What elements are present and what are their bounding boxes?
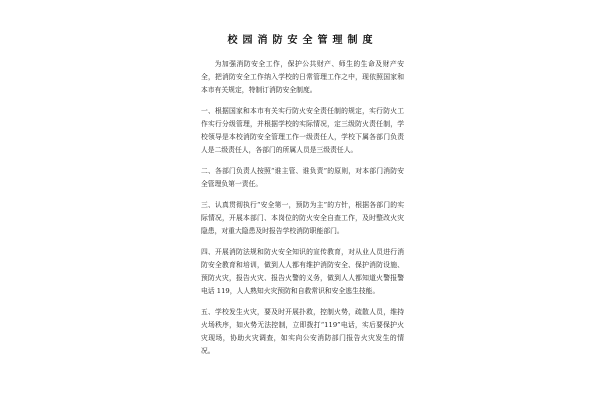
intro-paragraph: 为加强消防安全工作，保护公共财产、师生的生命及财产安全，把消防安全工作纳入学校的日常管理工作之中，现依照国家和本市有关规定，特制订消防安全制度。: [201, 60, 404, 94]
clause-1: 一、根据国家和本市有关实行防火安全责任制的规定，实行防火工作实行分级管理，并根据学校的实际情况，定三级防火责任制，学校领导是本校消防安全管理工作一级责任人，学校下属各部门负责人是二级责任人，各部门的所属人员是三级责任人。: [201, 107, 404, 154]
clause-3: 三、认真贯彻执行“安全第一，预防为主”的方针，根据各部门的实际情况，开展本部门、本岗位的防火安全自查工作，及时整改火灾隐患，对重大隐患及时报告学校消防职能部门。: [201, 201, 404, 235]
clause-4: 四、开展消防法规和防火安全知识的宣传教育，对从业人员进行消防安全教育和培训，做到人人都有维护消防安全、保护消防设施、预防火灾，报告火灾、报告火警的义务，做到人人都知道火警报警电话 119，人人熟知火灾预防和自救常识和安全逃生技能。: [201, 248, 404, 295]
clause-2: 二、各部门负责人按照“谁主管、谁负责”的原则，对本部门消防安全管理负第一责任。: [201, 167, 404, 188]
clause-5: 五、学校发生火灾，要及时开展扑救，控制火势，疏散人员，维持火场秩序，如火势无法控制，立即拨打“119”电话，实后要保护火灾现场，协助火灾调查，如实向公安消防部门报告火灾发生的情况。: [201, 308, 404, 355]
document-title: 校园消防安全管理制度: [227, 35, 378, 46]
